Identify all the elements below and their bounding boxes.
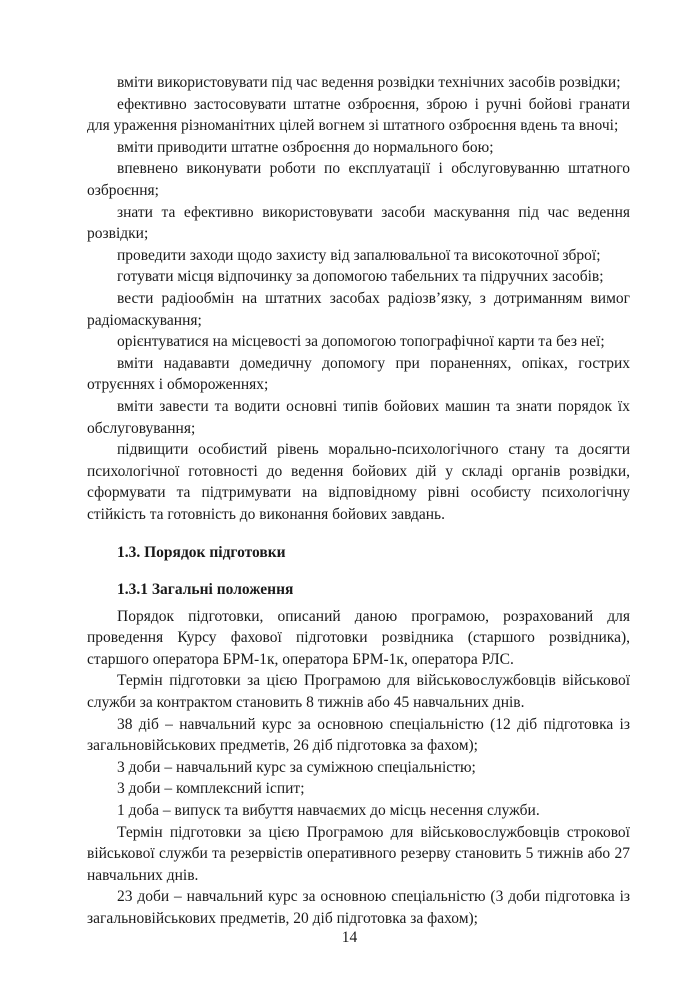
paragraph: Порядок підготовки, описаний даною програмою, розрахований для проведення Курсу фахової підготовки розвідника (старшого розвідника), старшого оператора БРМ-1к, оператора БРМ-1к, оператора РЛС. xyxy=(87,607,630,668)
paragraph: 3 доби – комплексний іспит; xyxy=(117,780,305,798)
paragraph: 23 доби – навчальний курс за основною спеціальністю (3 доби підготовка із загальновійськових предметів, 20 діб підготовка за фахом); xyxy=(87,888,630,927)
body-text xyxy=(87,606,630,930)
list-item: підвищити особистий рівень морально-психологічного стану та досягти психологічної готовності до ведення бойових дій у складі органів розвідки, сформувати та підтримувати на відповідному рівні особисту психологічну стійкість та готовність до виконання бойових завдань. xyxy=(87,441,630,523)
list-item: готувати місця відпочинку за допомогою табельних та підручних засобів; xyxy=(117,268,604,286)
top-list xyxy=(87,72,630,525)
list-item: ефективно застосовувати штатне озброєння, зброю і ручні бойові гранати для ураження різноманітних цілей вогнем зі штатного озброєння вдень та вночі; xyxy=(87,95,630,135)
list-item: проведити заходи щодо захисту від запалювальної та високоточної зброї; xyxy=(117,246,601,264)
list-item: вміти надававти домедичну допомогу при пораненнях, опіках, гострих отруєннях і обмороженнях; xyxy=(87,354,630,394)
paragraph: 38 діб – навчальний курс за основною спеціальністю (12 діб підготовка із загальновійськових предметів, 26 діб підготовка за фахом); xyxy=(87,715,630,755)
list-item: вміти приводити штатне озброєння до нормального бою; xyxy=(117,138,494,156)
page-number: 14 xyxy=(341,929,358,946)
paragraph: 3 доби – навчальний курс за суміжною спеціальністю; xyxy=(117,758,476,776)
section-heading: 1.3. Порядок підготовки xyxy=(117,544,286,562)
list-item: вести радіообмін на штатних засобах радіозв’язку, з дотриманням вимог радіомаскування; xyxy=(87,289,630,329)
document-page xyxy=(87,72,630,930)
list-item: вміти використовувати під час ведення розвідки технічних засобів розвідки; xyxy=(117,74,621,91)
paragraph: Термін підготовки за цією Програмою для військовослужбовців строкової військової служби та резервістів оперативного резерву становить 5 тижнів або 27 навчальних днів. xyxy=(87,823,630,884)
list-item: вміти завести та водити основні типів бойових машин та знати порядок їх обслуговування; xyxy=(87,397,630,437)
list-item: знати та ефективно використовувати засоби маскування під час ведення розвідки; xyxy=(87,203,630,243)
list-item: впевнено виконувати роботи по експлуатації і обслуговуванню штатного озброєння; xyxy=(87,160,630,199)
list-item: орієнтуватися на місцевості за допомогою топографічної карти та без неї; xyxy=(117,333,605,351)
paragraph: Термін підготовки за цією Програмою для військовослужбовців військової служби за контрактом становить 8 тижнів або 45 навчальних днів. xyxy=(87,672,630,712)
subsection-heading: 1.3.1 Загальні положення xyxy=(117,581,294,599)
paragraph: 1 доба – випуск та вибуття навчаємих до місць несення служби. xyxy=(117,802,540,819)
